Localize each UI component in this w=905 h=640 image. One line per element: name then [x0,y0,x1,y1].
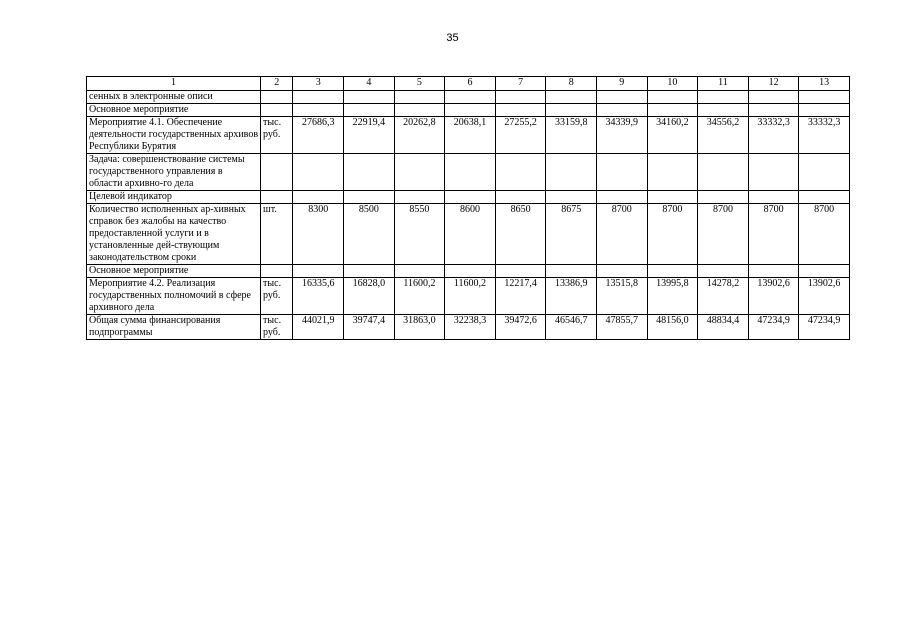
value-cell [799,104,850,117]
value-cell: 34160,2 [647,117,698,154]
column-header: 10 [647,77,698,91]
table-row [87,104,850,117]
value-cell [546,191,597,204]
value-cell: 31863,0 [394,315,445,340]
value-cell: 16828,0 [344,278,395,315]
value-cell [647,91,698,104]
value-cell [546,104,597,117]
column-header: 1 [87,77,261,91]
value-cell [799,191,850,204]
value-cell [799,265,850,278]
value-cell [344,91,395,104]
row-name-cell: Общая сумма финансирования подпрограммы [87,315,261,340]
value-cell: 20262,8 [394,117,445,154]
row-name-cell: Целевой индикатор [87,191,261,204]
value-cell: 48834,4 [698,315,749,340]
value-cell [748,154,799,191]
value-cell [495,191,546,204]
value-cell [647,191,698,204]
value-cell [647,154,698,191]
value-cell [698,154,749,191]
table-header-row [87,77,850,91]
subprogram-table [86,76,850,340]
value-cell: 47234,9 [748,315,799,340]
value-cell [394,91,445,104]
row-name-cell: Мероприятие 4.2. Реализация государственных полномочий в сфере архивного дела [87,278,261,315]
page-number: 35 [446,32,459,44]
value-cell: 8300 [293,204,344,265]
value-cell: 34339,9 [596,117,647,154]
value-cell [647,265,698,278]
value-cell: 12217,4 [495,278,546,315]
row-unit-cell: шт. [261,204,293,265]
value-cell [748,265,799,278]
value-cell [698,104,749,117]
table-row [87,204,850,265]
value-cell: 47234,9 [799,315,850,340]
column-header: 8 [546,77,597,91]
table-body [87,91,850,340]
value-cell [495,104,546,117]
value-cell [596,154,647,191]
value-cell [698,265,749,278]
value-cell: 33332,3 [799,117,850,154]
value-cell [495,154,546,191]
value-cell [748,191,799,204]
value-cell [293,91,344,104]
table-row [87,315,850,340]
value-cell [445,265,496,278]
value-cell [445,91,496,104]
value-cell: 46546,7 [546,315,597,340]
value-cell: 13902,6 [799,278,850,315]
value-cell: 44021,9 [293,315,344,340]
value-cell: 13995,8 [647,278,698,315]
value-cell: 8700 [799,204,850,265]
value-cell [445,191,496,204]
value-cell [546,91,597,104]
value-cell: 8700 [698,204,749,265]
row-unit-cell [261,191,293,204]
column-header: 6 [445,77,496,91]
value-cell [344,154,395,191]
row-unit-cell [261,154,293,191]
column-header: 9 [596,77,647,91]
row-name-cell: сенных в электронные описи [87,91,261,104]
value-cell: 8500 [344,204,395,265]
value-cell: 27255,2 [495,117,546,154]
value-cell [495,91,546,104]
table-row [87,191,850,204]
value-cell [748,91,799,104]
value-cell [799,91,850,104]
value-cell: 13515,8 [596,278,647,315]
value-cell [394,265,445,278]
column-header: 4 [344,77,395,91]
value-cell [445,154,496,191]
table-row [87,154,850,191]
row-unit-cell: тыс. руб. [261,315,293,340]
value-cell [344,191,395,204]
value-cell: 8600 [445,204,496,265]
value-cell: 13386,9 [546,278,597,315]
value-cell [596,265,647,278]
value-cell [445,104,496,117]
value-cell [799,154,850,191]
value-cell: 33159,8 [546,117,597,154]
value-cell [596,191,647,204]
value-cell: 8650 [495,204,546,265]
column-header: 2 [261,77,293,91]
value-cell: 34556,2 [698,117,749,154]
row-name-cell: Количество исполненных ар-хивных справок без жалобы на качество предоставленной услуги и в установленные дей-ствующим законодательством сроки [87,204,261,265]
value-cell [293,104,344,117]
row-name-cell: Основное мероприятие [87,265,261,278]
value-cell [596,91,647,104]
value-cell: 8700 [596,204,647,265]
value-cell [293,265,344,278]
value-cell: 47855,7 [596,315,647,340]
value-cell [394,154,445,191]
value-cell: 48156,0 [647,315,698,340]
value-cell [495,265,546,278]
table-row [87,117,850,154]
column-header: 7 [495,77,546,91]
row-unit-cell [261,91,293,104]
row-unit-cell: тыс. руб. [261,117,293,154]
value-cell [394,191,445,204]
value-cell: 39472,6 [495,315,546,340]
value-cell: 32238,3 [445,315,496,340]
value-cell: 39747,4 [344,315,395,340]
value-cell: 8675 [546,204,597,265]
row-unit-cell: тыс. руб. [261,278,293,315]
column-header: 13 [799,77,850,91]
value-cell [748,104,799,117]
column-header: 5 [394,77,445,91]
table-row [87,278,850,315]
row-name-cell: Основное мероприятие [87,104,261,117]
value-cell: 27686,3 [293,117,344,154]
value-cell [344,265,395,278]
row-name-cell: Мероприятие 4.1. Обеспечение деятельности государственных архивов Республики Бурятия [87,117,261,154]
value-cell [698,91,749,104]
value-cell [293,154,344,191]
value-cell [546,154,597,191]
value-cell: 13902,6 [748,278,799,315]
value-cell [394,104,445,117]
value-cell: 11600,2 [394,278,445,315]
value-cell: 8700 [748,204,799,265]
row-unit-cell [261,104,293,117]
value-cell: 33332,3 [748,117,799,154]
column-header: 3 [293,77,344,91]
value-cell [698,191,749,204]
value-cell [647,104,698,117]
column-header: 12 [748,77,799,91]
value-cell: 16335,6 [293,278,344,315]
value-cell: 22919,4 [344,117,395,154]
value-cell: 20638,1 [445,117,496,154]
value-cell [596,104,647,117]
table-row [87,265,850,278]
value-cell [546,265,597,278]
value-cell: 11600,2 [445,278,496,315]
row-name-cell: Задача: совершенствование системы государственного управления в области архивно-го дела [87,154,261,191]
row-unit-cell [261,265,293,278]
value-cell: 14278,2 [698,278,749,315]
value-cell: 8700 [647,204,698,265]
value-cell [344,104,395,117]
table-row [87,91,850,104]
column-header: 11 [698,77,749,91]
value-cell [293,191,344,204]
value-cell: 8550 [394,204,445,265]
